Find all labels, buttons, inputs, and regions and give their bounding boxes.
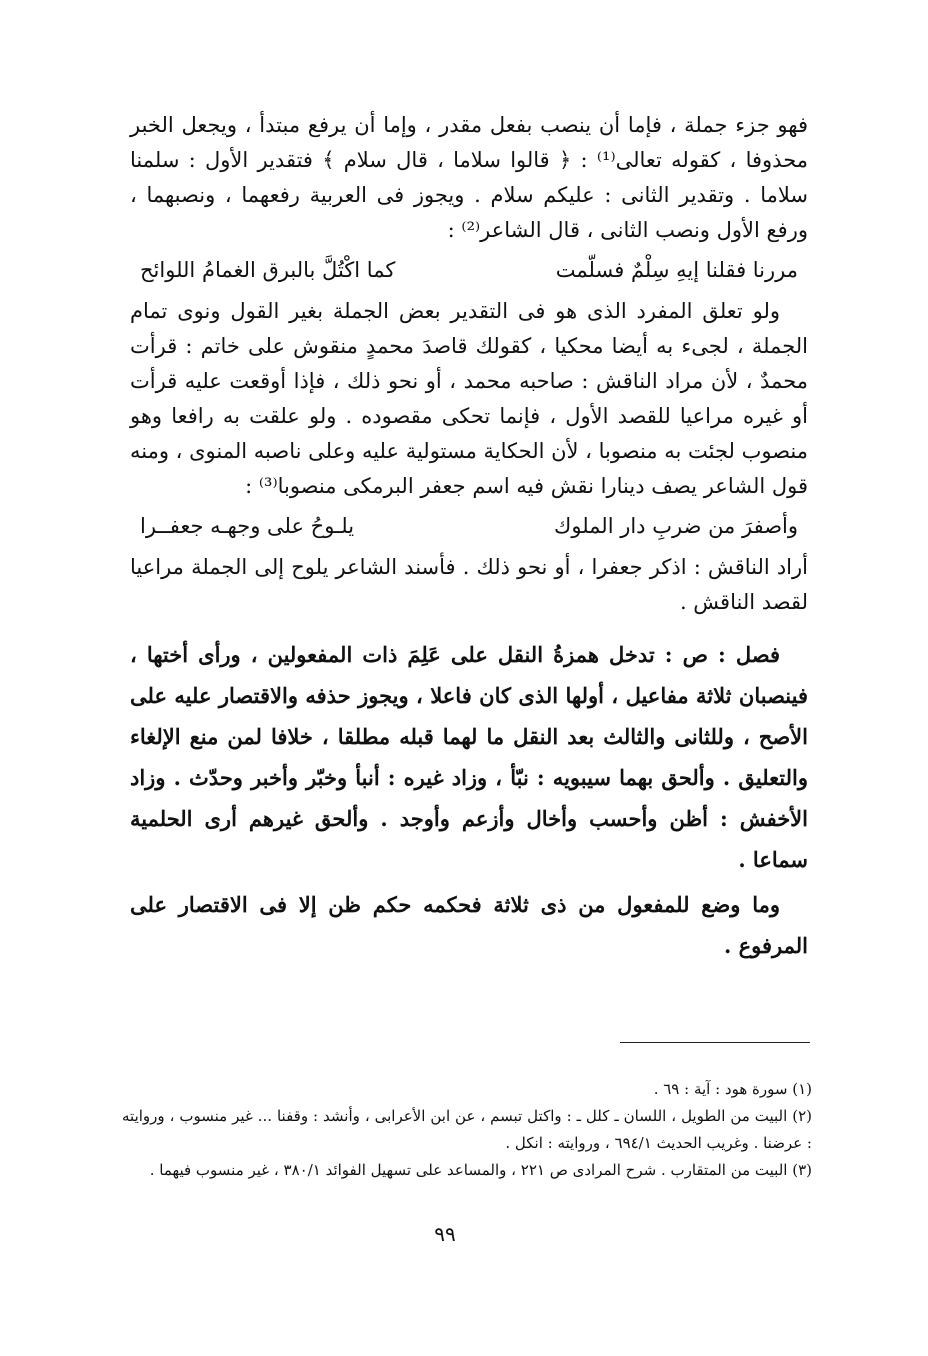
verse-1-first-hemistich: مررنا فقلنا إيهِ سِلْمٌ فسلّمت bbox=[555, 258, 798, 282]
paragraph-1: فهو جزء جملة ، فإما أن ينصب بفعل مقدر ، وإما أن يرفع مبتدأ ، ويجعل الخبر محذوفا ، كقوله تعالى⁽¹⁾ : ﴿ قالوا سلاما ، قال سلام ﴾ فتقدير الأول : سلمنا سلاما . وتقدير الثانى : عليكم سلام . ويجوز فى العربية رفعهما ، ونصبهما ، ورفع الأول ونصب الثانى ، قال الشاعر⁽²⁾ : bbox=[130, 113, 808, 242]
paragraph-2: ولو تعلق المفرد الذى هو فى التقدير بعض الجملة بغير القول ونوى تمام الجملة ، لجىء به أيضا محكيا ، كقولك قاصدَ محمدٍ منقوش على خاتم : قرأت محمدٌ ، لأن مراد الناقش : صاحبه محمد ، أو نحو ذلك ، فإذا أوقعت عليه قرأت أو غيره مراعيا للقصد الأول ، فإنما تحكى مقصوده . ولو علقت به رافعا وهو منصوب لجئت به منصوبا ، لأن الحكاية مستولية عليه وعلى ناصبه المنوى ، ومنه قول الشاعر يصف دينارا نقش فيه اسم جعفر البرمكى منصوبا⁽³⁾ : bbox=[130, 299, 808, 498]
paragraph-3: أراد الناقش : اذكر جعفرا ، أو نحو ذلك . فأسند الشاعر يلوح إلى الجملة مراعيا لقصد الناقش . bbox=[130, 555, 808, 614]
section-text bbox=[130, 634, 808, 966]
page-number: ٩٩ bbox=[434, 1222, 456, 1246]
footnote-1: (١) سورة هود : آية : ٦٩ . bbox=[653, 1080, 812, 1098]
footnote-separator bbox=[620, 1042, 810, 1043]
section-paragraph-2: وما وضع للمفعول من ذى ثلاثة فحكمه حكم ظن إلا فى الاقتصار على المرفوع . bbox=[130, 892, 808, 958]
verse-2 bbox=[130, 504, 808, 550]
footnotes bbox=[122, 1076, 812, 1184]
verse-1-second-hemistich: كما اكْتُلَّ بالبرق الغمامُ اللوائح bbox=[140, 258, 396, 282]
verse-1 bbox=[130, 248, 808, 294]
verse-2-second-hemistich: يلـوحُ على وجهـه جعفــرا bbox=[140, 514, 355, 538]
section-paragraph-1: فصل : ص : تدخل همزةُ النقل على عَلِمَ ذات المفعولين ، ورأى أختها ، فينصبان ثلاثة مفاعيل ، أولها الذى كان فاعلا ، ويجوز حذفه والاقتصار عليه على الأصح ، وللثانى والثالث بعد النقل ما لهما قبله مطلقا ، خلافا لمن منع الإلغاء والتعليق . وألحق بهما سيبويه : نبّأ ، وزاد غيره : أنبأ وخبّر وأخبر وحدّث . وزاد الأخفش : أظن وأحسب وأخال وأزعم وأوجد . وألحق غيرهم أرى الحلمية سماعا . bbox=[130, 642, 808, 872]
verse-2-first-hemistich: وأصفرَ من ضربِ دار الملوك bbox=[554, 514, 798, 538]
footnote-3: (٣) البيت من المتقارب . شرح المرادى ص ٢٢١ ، والمساعد على تسهيل الفوائد ٣٨٠/١ ، غير منسوب فيهما . bbox=[149, 1161, 812, 1179]
footnote-2: (٢) البيت من الطويل ، اللسان ـ كلل ـ : واكتل تبسم ، عن ابن الأعرابى ، وأنشد : وقفنا ... غير منسوب ، وروايته : عرضنا . وغريب الحديث ٦٩٤/١ ، وروايته : انكل . bbox=[122, 1107, 812, 1152]
main-text bbox=[130, 108, 808, 966]
